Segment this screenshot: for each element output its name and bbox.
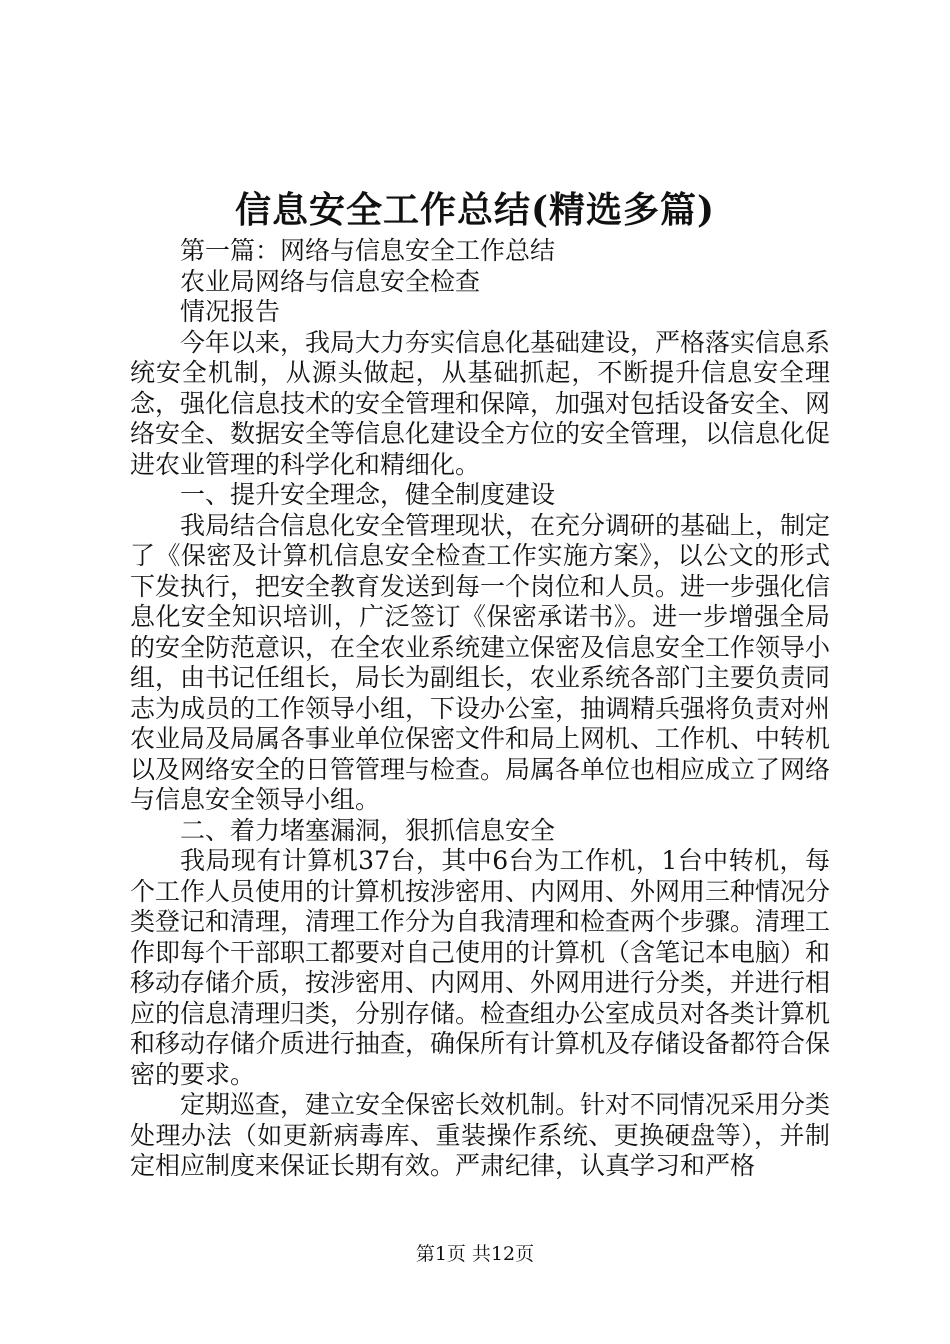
intro-paragraph: 今年以来，我局大力夯实信息化基础建设，严格落实信息系统安全机制，从源头做起，从基础抓起，不断提升信息安全理念，强化信息技术的安全管理和保障，加强对包括设备安全、网络安全、数据安全等信息化建设全方位的安全管理，以信息化促进农业管理的科学化和精细化。 — [130, 327, 831, 479]
report-subtitle-line-2: 情况报告 — [180, 297, 281, 326]
inspection-paragraph: 定期巡查，建立安全保密长效机制。针对不同情况采用分类处理办法（如更新病毒库、重装操作系统、更换硬盘等），并制定相应制度来保证长期有效。严肃纪律，认真学习和严格 — [130, 1090, 831, 1180]
document-title: 信息安全工作总结(精选多篇) — [234, 189, 716, 231]
page-footer: 第1页 共12页 — [415, 1243, 535, 1265]
report-subtitle-line-1: 农业局网络与信息安全检查 — [180, 266, 481, 296]
document-body — [130, 236, 830, 1182]
section-two-paragraph: 我局现有计算机37台，其中6台为工作机，1台中转机，每个工作人员使用的计算机按涉密用、内网用、外网用三种情况分类登记和清理，清理工作分为自我清理和检查两个步骤。清理工作即每个干部职工都要对自己使用的计算机（含笔记本电脑）和移动存储介质，按涉密用、内网用、外网用进行分类，并进行相应的信息清理归类，分别存储。检查组办公室成员对各类计算机和移动存储介质进行抽查，确保所有计算机及存储设备都符合保密的要求。 — [130, 846, 831, 1089]
section-heading-one: 一、提升安全理念，健全制度建设 — [180, 480, 556, 509]
section-one-paragraph: 我局结合信息化安全管理现状，在充分调研的基础上，制定了《保密及计算机信息安全检查工作实施方案》，以公文的形式下发执行，把安全教育发送到每一个岗位和人员。进一步强化信息化安全知识培训，广泛签订《保密承诺书》。进一步增强全局的安全防范意识，在全农业系统建立保密及信息安全工作领导小组，由书记任组长，局长为副组长，农业系统各部门主要负责同志为成员的工作领导小组，下设办公室，抽调精兵强将负责对州农业局及局属各事业单位保密文件和局上网机、工作机、中转机以及网络安全的日管管理与检查。局属各单位也相应成立了网络与信息安全领导小组。 — [130, 510, 831, 814]
section-heading-part-one: 第一篇：网络与信息安全工作总结 — [180, 236, 556, 265]
section-heading-two: 二、着力堵塞漏洞，狠抓信息安全 — [180, 815, 556, 845]
